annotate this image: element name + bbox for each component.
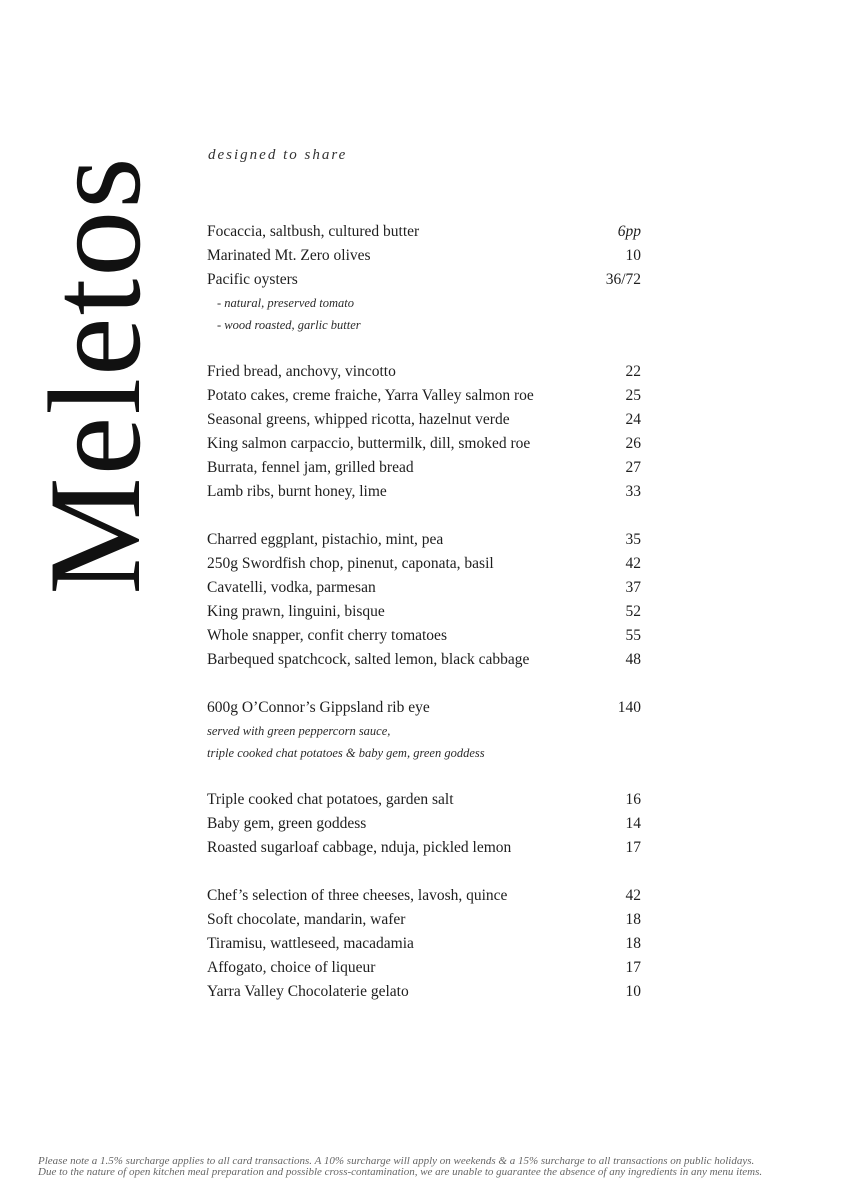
menu-item <box>207 528 641 552</box>
menu-item <box>207 956 641 980</box>
menu-item-name: Lamb ribs, burnt honey, lime <box>207 483 387 500</box>
menu-item-name: King prawn, linguini, bisque <box>207 603 385 620</box>
menu-item <box>207 624 641 648</box>
menu-item <box>207 268 641 292</box>
menu-item <box>207 432 641 456</box>
menu-item-name: Triple cooked chat potatoes, garden salt <box>207 791 454 808</box>
menu-section-sides <box>207 788 641 860</box>
surcharge-note: Please note a 1.5% surcharge applies to all card transactions. A 10% surcharge will apply on weekends & a 15% surcharge to all transactions on public holidays. <box>38 1155 755 1167</box>
menu-item <box>207 480 641 504</box>
menu-item-price: 25 <box>625 387 641 404</box>
menu-item-name: Tiramisu, wattleseed, macadamia <box>207 935 414 952</box>
menu-item-price: 140 <box>617 699 641 716</box>
menu-item-name: Whole snapper, confit cherry tomatoes <box>207 627 447 644</box>
menu-item-price: 42 <box>625 555 641 572</box>
brand-area <box>10 130 180 620</box>
menu-item-name: Affogato, choice of liqueur <box>207 959 376 976</box>
menu-item <box>207 408 641 432</box>
menu-list <box>207 220 641 1028</box>
menu-item-price: 18 <box>625 935 641 952</box>
menu-item-price: 35 <box>625 531 641 548</box>
menu-item-note: served with green peppercorn sauce, <box>207 724 391 738</box>
menu-item <box>207 244 641 268</box>
menu-item-name: Fried bread, anchovy, vincotto <box>207 363 396 380</box>
menu-item-price: 33 <box>625 483 641 500</box>
menu-item-name: Barbequed spatchcock, salted lemon, black cabbage <box>207 651 530 668</box>
menu-item-price: 48 <box>625 651 641 668</box>
menu-item-price: 37 <box>625 579 641 596</box>
menu-item <box>207 600 641 624</box>
menu-item-price: 36/72 <box>605 271 641 288</box>
menu-item-price: 16 <box>625 791 641 808</box>
menu-item <box>207 932 641 956</box>
menu-item <box>207 456 641 480</box>
menu-item-name: Soft chocolate, mandarin, wafer <box>207 911 406 928</box>
menu-item <box>207 980 641 1004</box>
menu-item-price: 18 <box>625 911 641 928</box>
menu-item-price: 6pp <box>617 223 641 240</box>
menu-item-price: 24 <box>625 411 641 428</box>
menu-item-price: 10 <box>625 983 641 1000</box>
menu-item-note: triple cooked chat potatoes & baby gem, green goddess <box>207 746 485 760</box>
menu-item-name: Focaccia, saltbush, cultured butter <box>207 223 420 240</box>
menu-item-name: Burrata, fennel jam, grilled bread <box>207 459 414 476</box>
menu-section-large-plates <box>207 528 641 672</box>
menu-tagline: designed to share <box>208 147 348 163</box>
menu-item-name: Roasted sugarloaf cabbage, nduja, pickled lemon <box>207 839 512 856</box>
menu-item-price: 14 <box>625 815 641 832</box>
menu-item <box>207 812 641 836</box>
allergen-note: Due to the nature of open kitchen meal preparation and possible cross-contamination, we are unable to guarantee the absence of any ingredients in any menu items. <box>38 1166 763 1178</box>
menu-item-name: Seasonal greens, whipped ricotta, hazelnut verde <box>207 411 510 428</box>
menu-item-option: - natural, preserved tomato <box>217 296 355 310</box>
menu-item-name: Baby gem, green goddess <box>207 815 367 832</box>
menu-item-price: 55 <box>625 627 641 644</box>
menu-item <box>207 908 641 932</box>
menu-item <box>207 836 641 860</box>
menu-item-price: 17 <box>625 959 641 976</box>
menu-section-starters <box>207 220 641 336</box>
menu-item <box>207 384 641 408</box>
menu-item <box>207 552 641 576</box>
menu-item-name: 250g Swordfish chop, pinenut, caponata, basil <box>207 555 494 572</box>
menu-item-option: - wood roasted, garlic butter <box>217 318 361 332</box>
menu-item <box>207 696 641 720</box>
menu-item-name: King salmon carpaccio, buttermilk, dill, smoked roe <box>207 435 531 452</box>
menu-section-steak <box>207 696 641 764</box>
menu-item-name: Charred eggplant, pistachio, mint, pea <box>207 531 444 548</box>
menu-item <box>207 884 641 908</box>
menu-item-price: 22 <box>625 363 641 380</box>
menu-item-price: 17 <box>625 839 641 856</box>
menu-section-small-plates <box>207 360 641 504</box>
menu-item-price: 27 <box>625 459 641 476</box>
menu-item-name: Cavatelli, vodka, parmesan <box>207 579 376 596</box>
restaurant-name: Meletos <box>21 155 168 595</box>
menu-item <box>207 788 641 812</box>
menu-section-desserts <box>207 884 641 1004</box>
menu-item-name: Potato cakes, creme fraiche, Yarra Valley salmon roe <box>207 387 534 404</box>
menu-item-price: 10 <box>625 247 641 264</box>
menu-item-name: Yarra Valley Chocolaterie gelato <box>207 983 409 1000</box>
surcharge-notice <box>38 1156 828 1178</box>
menu-item-name: Chef’s selection of three cheeses, lavosh, quince <box>207 887 508 904</box>
menu-item-price: 52 <box>625 603 641 620</box>
menu-item <box>207 576 641 600</box>
menu-item-price: 26 <box>625 435 641 452</box>
menu-item-price: 42 <box>625 887 641 904</box>
menu-item-name: 600g O’Connor’s Gippsland rib eye <box>207 699 430 716</box>
menu-item <box>207 220 641 244</box>
menu-item-name: Pacific oysters <box>207 271 298 288</box>
menu-item-name: Marinated Mt. Zero olives <box>207 247 371 264</box>
menu-item <box>207 360 641 384</box>
menu-item <box>207 648 641 672</box>
